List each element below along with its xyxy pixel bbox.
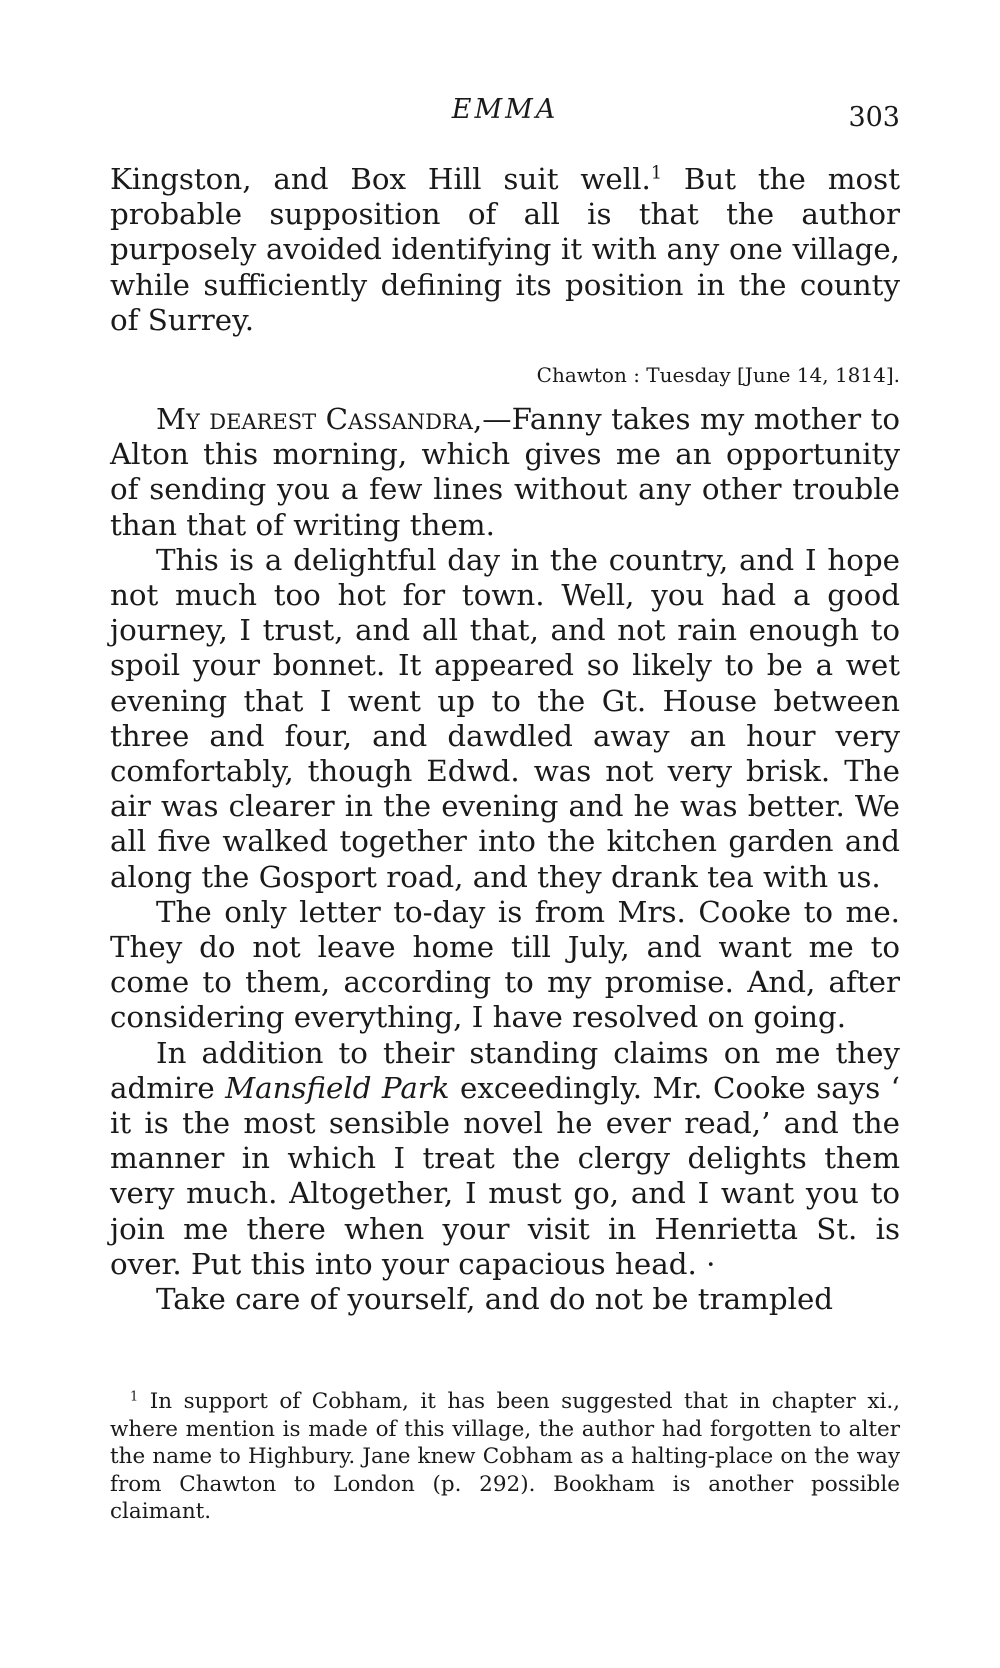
letter-paragraph-text: —Fanny takes my mother to Alton this morning, which gives me an opportunity of sending you a few lines without any other trouble than that of writing them. — [110, 402, 900, 542]
letter-paragraph: This is a delightful day in the country, and I hope not much too hot for town. Well, you had a good journey, I trust, and all that, and not rain enough to spoil your bonnet. It appeared so likely to be a wet evening that I went up to the Gt. House between three and four, and dawdled away an hour very comfortably, though Edwd. was not very brisk. The air was clearer in the evening and he was better. We all five walked together into the kitchen garden and along the Gosport road, and they drank tea with us. — [110, 542, 900, 894]
footnote-body: In support of Cobham, it has been suggested that in chapter xi., where mention is made of this village, the author had forgotten to alter the name to Highbury. Jane knew Cobham as a halting-place on the way from Chawton to London (p. 292). Bookham is another possible claimant. — [110, 1389, 900, 1524]
page-header — [110, 94, 900, 134]
continued-paragraph-end: But the most probable supposition of all is that the author purposely avoided identifying it with any one village, while sufficiently defining its position in the county of Surrey. — [110, 162, 900, 337]
page-number: 303 — [848, 102, 900, 133]
letter-paragraph-end: exceedingly. Mr. Cooke says ‘ it is the most sensible novel he ever read,’ and the manner in which I treat the clergy delights them very much. Altogether, I must go, and I want you to join me there when your visit in Henrietta St. is over. Put this into your capacious head. · — [110, 1070, 900, 1281]
letter-paragraph-start: In addition to their standing claims on me they admire — [110, 1035, 900, 1105]
footnote — [110, 1388, 900, 1526]
letter-salutation: My dearest Cassandra, — [156, 402, 483, 437]
footnote-text — [110, 1388, 900, 1526]
running-title: EMMA — [451, 94, 559, 125]
footnote-mark: 1 — [130, 1389, 139, 1405]
letter-paragraph — [110, 402, 900, 543]
body-text — [110, 162, 900, 1317]
footnote-reference: 1 — [650, 163, 662, 184]
letter-paragraph: The only letter to-day is from Mrs. Cooke to me. They do not leave home till July, and want me to come to them, according to my promise. And, after considering everything, I have resolved on going. — [110, 894, 900, 1035]
letter-paragraph — [110, 1036, 900, 1282]
book-title: Mansfield Park — [225, 1070, 450, 1105]
continued-paragraph — [110, 162, 900, 338]
letter-dateline: Chawton : Tuesday [June 14, 1814]. — [536, 363, 900, 388]
letter-paragraph: Take care of yourself, and do not be trampled — [156, 1282, 834, 1317]
continued-paragraph-start: Kingston, and Box Hill suit well. — [110, 162, 651, 196]
